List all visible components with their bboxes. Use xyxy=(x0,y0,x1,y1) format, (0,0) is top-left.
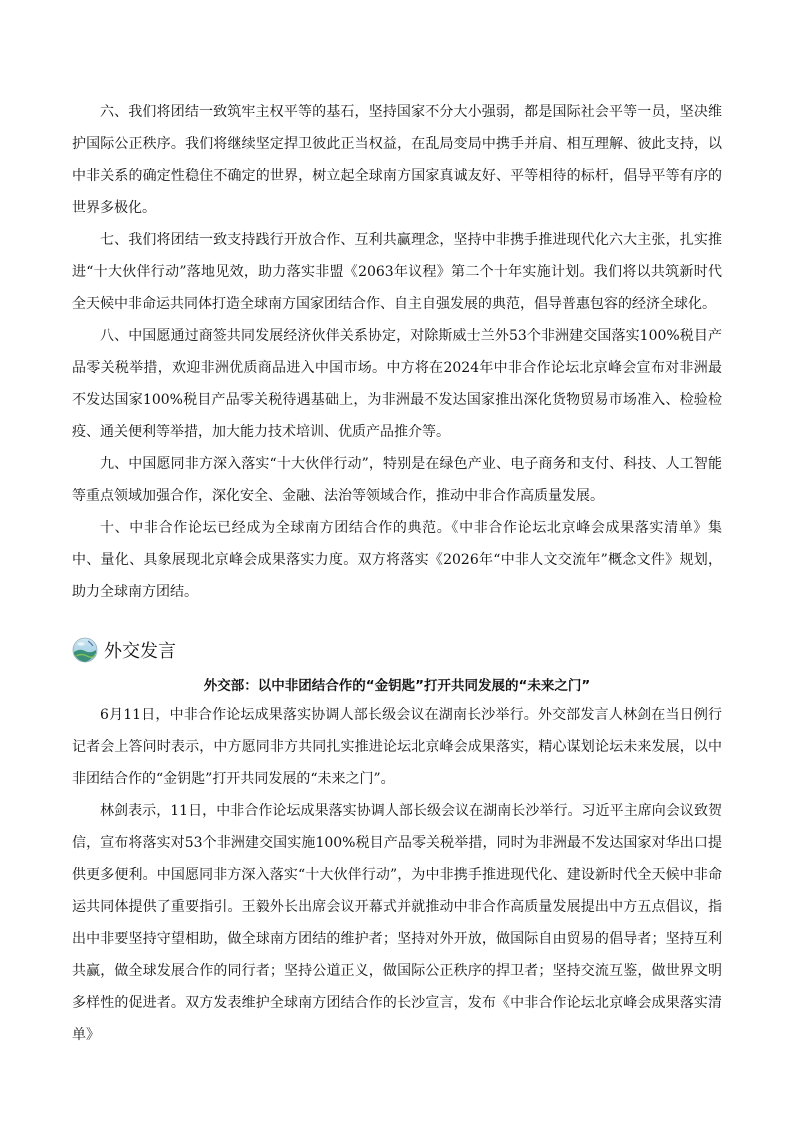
document-page xyxy=(72,96,722,1051)
article-title: 外交部：以中非团结合作的“金钥匙”打开共同发展的“未来之门” xyxy=(203,678,591,694)
paragraph-ten: 十、中非合作论坛已经成为全球南方团结合作的典范。《中非合作论坛北京峰会成果落实清单》集中、量化、具象展现北京峰会成果落实力度。双方将落实《2026年“中非人文交流年”概念文件》规划，助力全球南方团结。 xyxy=(72,520,722,600)
paragraph-six: 六、我们将团结一致筑牢主权平等的基石，坚持国家不分大小强弱，都是国际社会平等一员，坚决维护国际公正秩序。我们将继续坚定捍卫彼此正当权益，在乱局变局中携手并肩、相互理解、彼此支持，以中非关系的确定性稳住不确定的世界，树立起全球南方国家真诚友好、平等相待的标杆，倡导平等有序的世界多极化。 xyxy=(72,104,722,216)
article-paragraph-1: 6月11日，中非合作论坛成果落实协调人部长级会议在湖南长沙举行。外交部发言人林剑在当日例行记者会上答问时表示，中方愿同非方共同扎实推进论坛北京峰会成果落实，精心谋划论坛未来发展，以中非团结合作的“金钥匙”打开共同发展的“未来之门”。 xyxy=(72,707,722,787)
paragraph-eight: 八、中国愿通过商签共同发展经济伙伴关系协定，对除斯威士兰外53个非洲建交国落实100%税目产品零关税举措，欢迎非洲优质商品进入中国市场。中方将在2024年中非合作论坛北京峰会宣布对非洲最不发达国家100%税目产品零关税待遇基础上，为非洲最不发达国家推出深化货物贸易市场准入、检验检疫、通关便利等举措，加大能力技术培训、优质产品推介等。 xyxy=(72,328,722,440)
section-header xyxy=(72,633,722,667)
article-paragraph-2: 林剑表示，11日，中非合作论坛成果落实协调人部长级会议在湖南长沙举行。习近平主席向会议致贺信，宣布将落实对53个非洲建交国实施100%税目产品零关税举措，同时为非洲最不发达国家对华出口提供更多便利。中国愿同非方深入落实“十大伙伴行动”，为中非携手推进现代化、建设新时代全天候中非命运共同体提供了重要指引。王毅外长出席会议开幕式并就推动中非合作高质量发展提出中方五点倡议，指出中非要坚持守望相助，做全球南方团结的维护者；坚持对外开放，做国际自由贸易的倡导者；坚持互利共赢，做全球发展合作的同行者；坚持公道正义，做国际公正秩序的捍卫者；坚持交流互鉴，做世界文明多样性的促进者。双方发表维护全球南方团结合作的长沙宣言，发布《中非合作论坛北京峰会成果落实清单》 xyxy=(72,803,722,1043)
globe-icon xyxy=(72,637,98,663)
paragraph-nine: 九、中国愿同非方深入落实“十大伙伴行动”，特别是在绿色产业、电子商务和支付、科技、人工智能等重点领域加强合作，深化安全、金融、法治等领域合作，推动中非合作高质量发展。 xyxy=(72,456,722,504)
section-title: 外交发言 xyxy=(104,641,176,662)
paragraph-seven: 七、我们将团结一致支持践行开放合作、互利共赢理念，坚持中非携手推进现代化六大主张，扎实推进“十大伙伴行动”落地见效，助力落实非盟《2063年议程》第二个十年实施计划。我们将以共筑新时代全天候中非命运共同体打造全球南方国家团结合作、自主自强发展的典范，倡导普惠包容的经济全球化。 xyxy=(72,232,722,312)
